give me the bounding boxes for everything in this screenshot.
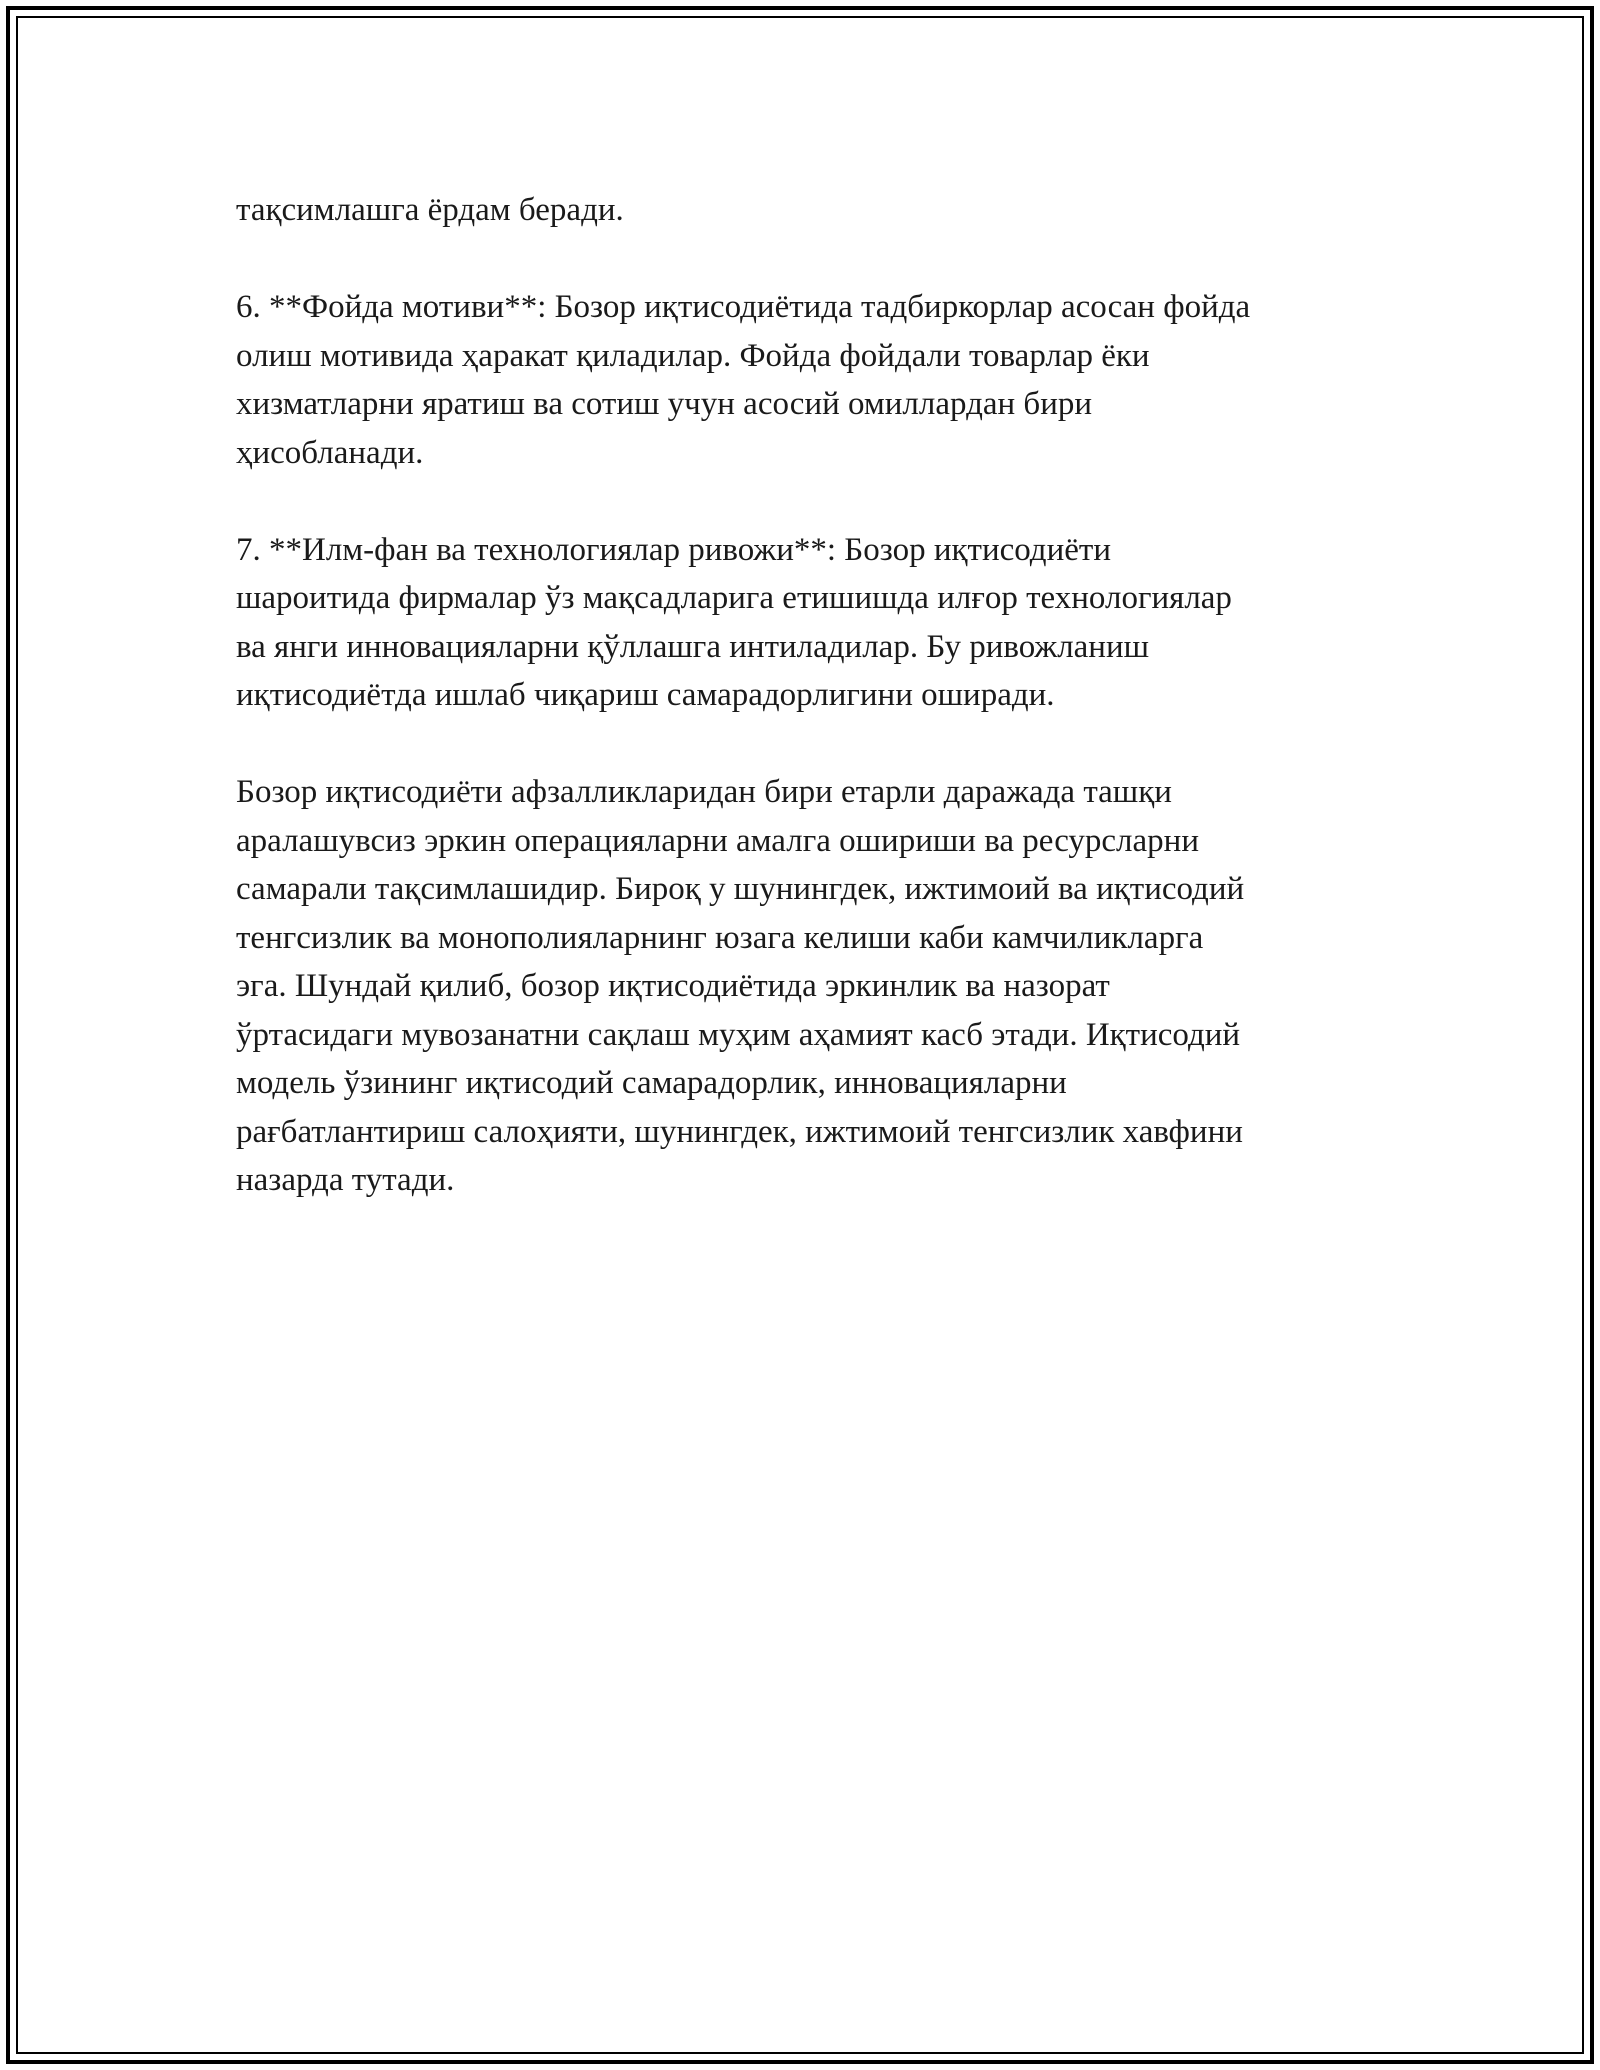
paragraph-continuation: тақсимлашга ёрдам беради.	[236, 192, 624, 228]
document-body	[236, 186, 1376, 1253]
paragraph-item-6: 6. **Фойда мотиви**: Бозор иқтисодиётида тадбиркорлар асосан фойда олиш мотивида ҳаракат қиладилар. Фойда фойдали товарлар ёки хизматларни яратиш ва сотиш учун асосий омиллардан бири ҳисобланади.	[236, 289, 1251, 471]
paragraph-conclusion: Бозор иқтисодиёти афзалликларидан бири етарли даражада ташқи аралашувсиз эркин операцияларни амалга ошириши ва ресурсларни самарали тақсимлашидир. Бироқ у шунингдек, ижтимоий ва иқтисодий тенгсизлик ва монополияларнинг юзага келиши каби камчиликларга эга. Шундай қилиб, бозор иқтисодиётида эркинлик ва назорат ўртасидаги мувозанатни сақлаш муҳим аҳамият касб этади. Иқтисодий модель ўзининг иқтисодий самарадорлик, инновацияларни рағбатлантириш салоҳияти, шунингдек, ижтимоий тенгсизлик хавфини назарда тутади.	[236, 774, 1245, 1198]
paragraph-item-7: 7. **Илм-фан ва технологиялар ривожи**: Бозор иқтисодиёти шароитида фирмалар ўз мақсадларига етишишда илғор технологиялар ва янги инновацияларни қўллашга интиладилар. Бу ривожланиш иқтисодиётда ишлаб чиқариш самарадорлигини оширади.	[236, 531, 1232, 713]
